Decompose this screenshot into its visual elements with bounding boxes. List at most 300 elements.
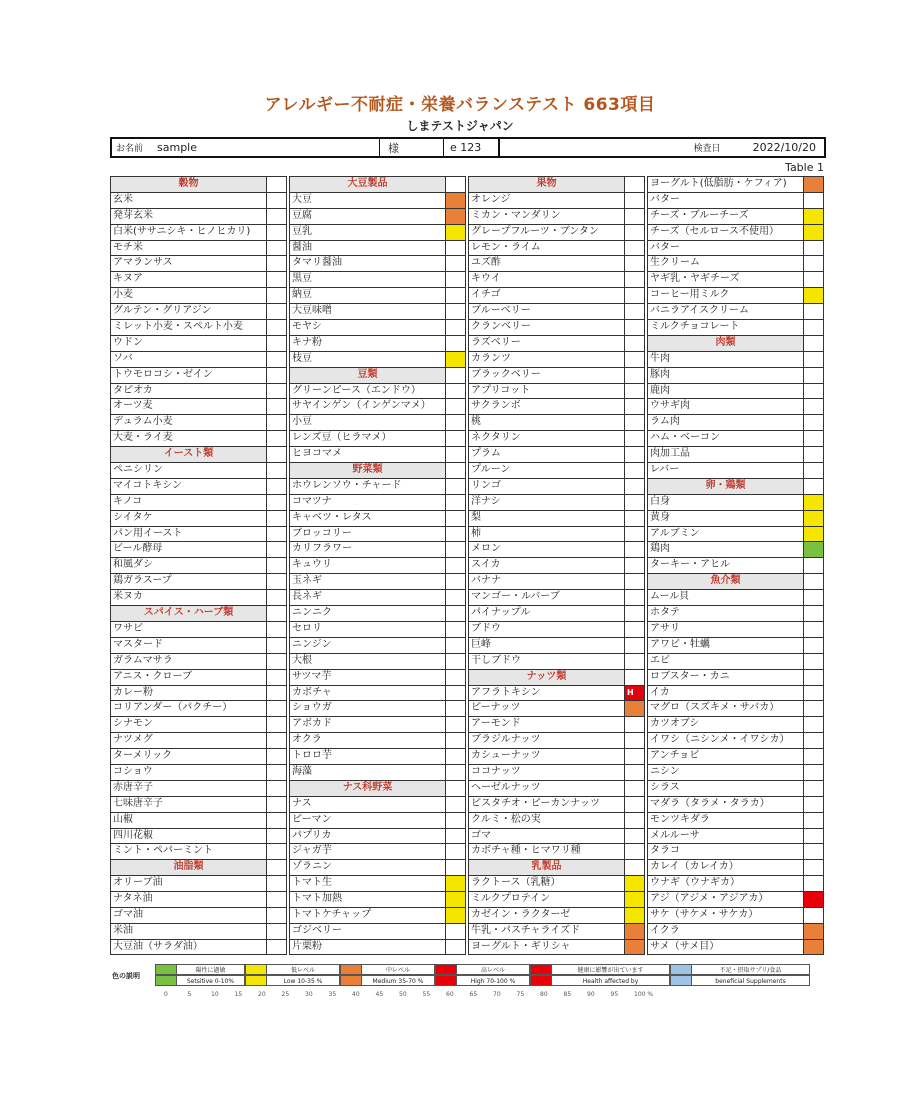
item-label: ナツメグ (110, 732, 267, 748)
level-indicator (804, 907, 824, 923)
table-row (468, 843, 645, 859)
item-label: トマト加熱 (289, 891, 446, 907)
level-indicator (446, 494, 466, 510)
level-indicator (446, 224, 466, 240)
item-label: ジャガ芋 (289, 843, 446, 859)
table-row (468, 541, 645, 557)
level-indicator (625, 287, 645, 303)
scale-tick: 40 (352, 991, 360, 998)
level-indicator (625, 875, 645, 891)
table-row (647, 319, 824, 335)
category-header: スパイス・ハーブ類 (110, 605, 267, 621)
level-indicator (446, 319, 466, 335)
item-label: キヌア (110, 271, 267, 287)
table-row (289, 240, 466, 256)
item-label: 和風ダシ (110, 557, 267, 573)
level-indicator (625, 383, 645, 399)
report-title: アレルギー不耐症・栄養バランステスト 663項目 (264, 95, 656, 115)
date-label: 検査日 (693, 144, 721, 154)
legend-swatch (155, 964, 177, 975)
level-indicator (804, 367, 824, 383)
level-indicator (804, 494, 824, 510)
table-row (110, 303, 287, 319)
legend-item (435, 964, 530, 986)
table-row (110, 462, 287, 478)
scale-tick: 90 (587, 991, 595, 998)
table-row (647, 303, 824, 319)
table-row (647, 589, 824, 605)
table-column-1 (110, 176, 287, 955)
item-label: バニラアイスクリーム (647, 303, 804, 319)
item-label: ヨーグルト・ギリシャ (468, 939, 625, 955)
level-indicator (446, 573, 466, 589)
level-indicator (267, 732, 287, 748)
item-label: バター (647, 192, 804, 208)
item-label: タラコ (647, 843, 804, 859)
table-row (110, 653, 287, 669)
category-header: 大豆製品 (289, 176, 446, 192)
item-label: シナモン (110, 716, 267, 732)
table-row (110, 398, 287, 414)
item-label: ターキー・アヒル (647, 557, 804, 573)
item-label: ヨーグルト(低脂肪・ケフィア) (647, 176, 804, 192)
table-row (468, 780, 645, 796)
level-indicator (804, 398, 824, 414)
item-label: シラス (647, 780, 804, 796)
table-row (647, 541, 824, 557)
item-label: イチゴ (468, 287, 625, 303)
table-row (289, 875, 466, 891)
category-header: 豆類 (289, 367, 446, 383)
item-label: ラクトース（乳糖） (468, 875, 625, 891)
item-label: 牛肉 (647, 351, 804, 367)
color-legend (155, 964, 831, 986)
level-indicator (625, 319, 645, 335)
table-row (468, 192, 645, 208)
table-row (468, 700, 645, 716)
item-label: 大麦・ライ麦 (110, 430, 267, 446)
item-label: ホタテ (647, 605, 804, 621)
item-label: トマト生 (289, 875, 446, 891)
scale-tick: 0 (164, 991, 168, 998)
date-value: 2022/10/20 (752, 141, 816, 154)
item-label: 牛乳・パスチャライズド (468, 923, 625, 939)
item-label: トウモロコシ・ゼイン (110, 367, 267, 383)
table-row (110, 907, 287, 923)
level-indicator (446, 923, 466, 939)
level-indicator (446, 208, 466, 224)
item-label: パプリカ (289, 828, 446, 844)
level-indicator (625, 414, 645, 430)
level-indicator (446, 240, 466, 256)
item-label: サケ（サケメ・サケカ） (647, 907, 804, 923)
item-label: チーズ・ブルーチーズ (647, 208, 804, 224)
item-label: マダラ（タラメ・タラカ） (647, 796, 804, 812)
level-indicator (625, 764, 645, 780)
level-indicator (625, 605, 645, 621)
category-header-row (110, 859, 287, 875)
table-row (289, 812, 466, 828)
level-indicator (446, 478, 466, 494)
item-label: タピオカ (110, 383, 267, 399)
table-row (647, 891, 824, 907)
item-label: ワサビ (110, 621, 267, 637)
table-row (110, 367, 287, 383)
table-row (647, 764, 824, 780)
level-indicator (804, 621, 824, 637)
level-indicator (625, 939, 645, 955)
table-row (289, 414, 466, 430)
level-indicator (446, 303, 466, 319)
level-indicator (267, 319, 287, 335)
level-indicator (446, 891, 466, 907)
level-indicator (446, 637, 466, 653)
level-indicator (446, 907, 466, 923)
table-row (647, 780, 824, 796)
item-label: イカ (647, 685, 804, 701)
level-indicator (267, 510, 287, 526)
table-row (289, 398, 466, 414)
legend-label-jp: 陽性に過敏 (177, 964, 245, 975)
item-label: アンチョビ (647, 748, 804, 764)
table-row (647, 859, 824, 875)
level-indicator (804, 700, 824, 716)
level-indicator (446, 685, 466, 701)
level-indicator (625, 510, 645, 526)
level-indicator (267, 669, 287, 685)
item-label: ゴマ (468, 828, 625, 844)
level-indicator (804, 557, 824, 573)
scale-tick: 75 (516, 991, 525, 998)
item-label: シイタケ (110, 510, 267, 526)
table-row (468, 637, 645, 653)
table-label: Table 1 (785, 161, 824, 174)
item-label: カゼイン・ラクターゼ (468, 907, 625, 923)
level-indicator (446, 351, 466, 367)
category-header-row (468, 859, 645, 875)
level-indicator (267, 796, 287, 812)
level-indicator (446, 430, 466, 446)
level-indicator (267, 287, 287, 303)
level-indicator (267, 923, 287, 939)
item-label: クランベリー (468, 319, 625, 335)
table-row (468, 875, 645, 891)
level-indicator (446, 875, 466, 891)
item-label: グレープフルーツ・ブンタン (468, 224, 625, 240)
table-row (289, 351, 466, 367)
table-row (468, 430, 645, 446)
item-label: カシューナッツ (468, 748, 625, 764)
level-indicator (625, 208, 645, 224)
level-indicator (625, 637, 645, 653)
table-row (110, 287, 287, 303)
legend-title: 色の説明 (112, 972, 140, 980)
item-label: ミント・ペパーミント (110, 843, 267, 859)
level-indicator (446, 335, 466, 351)
table-row (647, 240, 824, 256)
level-indicator (267, 621, 287, 637)
table-row (647, 748, 824, 764)
item-label: ピスタチオ・ピーカンナッツ (468, 796, 625, 812)
legend-label-en: beneficial Supplements (692, 975, 810, 986)
level-indicator (267, 224, 287, 240)
patient-info-bar (110, 137, 826, 158)
table-row (289, 208, 466, 224)
table-row (468, 462, 645, 478)
id-cell (444, 139, 500, 156)
table-row (647, 939, 824, 955)
legend-swatch (670, 975, 692, 986)
item-label: ショウガ (289, 700, 446, 716)
level-indicator (804, 430, 824, 446)
item-label: ヘーゼルナッツ (468, 780, 625, 796)
category-header: 果物 (468, 176, 625, 192)
table-row (647, 907, 824, 923)
category-header-row (110, 605, 287, 621)
level-indicator (446, 764, 466, 780)
table-row (468, 271, 645, 287)
level-indicator (804, 828, 824, 844)
item-label: バナナ (468, 573, 625, 589)
table-row (110, 494, 287, 510)
level-indicator (625, 271, 645, 287)
table-row (110, 780, 287, 796)
item-label: ミカン・マンダリン (468, 208, 625, 224)
item-label: ウドン (110, 335, 267, 351)
name-label: お名前 (116, 144, 144, 154)
table-row (468, 764, 645, 780)
level-indicator (804, 859, 824, 875)
item-label: アサリ (647, 621, 804, 637)
legend-label-en: Setsitive 0-10% (177, 975, 245, 986)
id-value: e 123 (450, 141, 482, 154)
item-label: 豆乳 (289, 224, 446, 240)
legend-label-en: High 70-100 % (457, 975, 530, 986)
table-row (468, 494, 645, 510)
item-label: ムール貝 (647, 589, 804, 605)
level-indicator (446, 748, 466, 764)
level-indicator (625, 716, 645, 732)
item-label: 生クリーム (647, 255, 804, 271)
item-label: キナ粉 (289, 335, 446, 351)
legend-label-en: Health affected by (552, 975, 670, 986)
table-row (289, 287, 466, 303)
level-indicator (625, 700, 645, 716)
level-indicator (446, 780, 466, 796)
table-row (647, 255, 824, 271)
level-indicator (625, 335, 645, 351)
level-indicator (625, 732, 645, 748)
legend-item (530, 964, 670, 986)
table-row (289, 843, 466, 859)
item-label: オレンジ (468, 192, 625, 208)
level-indicator (625, 621, 645, 637)
item-label: アフラトキシン (468, 685, 625, 701)
table-row (647, 875, 824, 891)
item-label: 大根 (289, 653, 446, 669)
item-label: マスタード (110, 637, 267, 653)
table-column-2 (289, 176, 466, 955)
level-indicator (446, 843, 466, 859)
item-label: 枝豆 (289, 351, 446, 367)
table-row (110, 891, 287, 907)
table-row (289, 446, 466, 462)
table-row (468, 907, 645, 923)
table-row (468, 685, 645, 701)
item-label: 納豆 (289, 287, 446, 303)
item-label: ロブスター・カニ (647, 669, 804, 685)
table-row (647, 224, 824, 240)
table-row (110, 716, 287, 732)
level-indicator (267, 875, 287, 891)
table-row (468, 478, 645, 494)
table-row (468, 716, 645, 732)
item-label: 玉ネギ (289, 573, 446, 589)
level-indicator (267, 700, 287, 716)
table-row (289, 939, 466, 955)
item-label: コーヒー用ミルク (647, 287, 804, 303)
table-row (647, 494, 824, 510)
table-row (110, 669, 287, 685)
category-header-row (647, 478, 824, 494)
table-row (110, 685, 287, 701)
item-label: 小豆 (289, 414, 446, 430)
level-indicator (804, 939, 824, 955)
table-row (647, 669, 824, 685)
legend-item (245, 964, 340, 986)
level-indicator (267, 351, 287, 367)
legend-item (670, 964, 810, 986)
level-indicator (804, 271, 824, 287)
item-label: ナタネ油 (110, 891, 267, 907)
level-indicator (625, 462, 645, 478)
item-label: ブロッコリー (289, 526, 446, 542)
item-label: 柿 (468, 526, 625, 542)
level-indicator (625, 573, 645, 589)
percent-scale (164, 991, 658, 998)
scale-tick: 85 (563, 991, 572, 998)
level-indicator (267, 557, 287, 573)
table-column-4 (647, 176, 824, 955)
item-label: 米ヌカ (110, 589, 267, 605)
level-indicator (804, 573, 824, 589)
scale-tick: 45 (375, 991, 384, 998)
category-header: 乳製品 (468, 859, 625, 875)
table-row (468, 923, 645, 939)
level-indicator (625, 780, 645, 796)
item-label: モンツキダラ (647, 812, 804, 828)
category-header: ナッツ類 (468, 669, 625, 685)
table-row (468, 383, 645, 399)
item-label: 赤唐辛子 (110, 780, 267, 796)
item-label: ゾラニン (289, 859, 446, 875)
item-label: メルルーサ (647, 828, 804, 844)
level-indicator (446, 812, 466, 828)
category-header: イースト類 (110, 446, 267, 462)
category-header: 肉類 (647, 335, 804, 351)
level-indicator (267, 526, 287, 542)
table-row (289, 748, 466, 764)
level-indicator (625, 176, 645, 192)
honorific: 様 (388, 141, 399, 155)
legend-swatch (530, 964, 552, 975)
table-row (110, 383, 287, 399)
item-label: モチ米 (110, 240, 267, 256)
item-label: サヤインゲン（インゲンマメ） (289, 398, 446, 414)
table-row (289, 764, 466, 780)
item-label: デュラム小麦 (110, 414, 267, 430)
category-header: ナス科野菜 (289, 780, 446, 796)
level-indicator (267, 589, 287, 605)
item-label: アニス・クローブ (110, 669, 267, 685)
level-indicator (804, 796, 824, 812)
level-indicator (446, 541, 466, 557)
item-label: 肉加工品 (647, 446, 804, 462)
level-indicator (804, 287, 824, 303)
level-indicator (267, 478, 287, 494)
table-row (110, 637, 287, 653)
table-row (289, 605, 466, 621)
legend-label-jp: 中レベル (362, 964, 435, 975)
table-row (647, 510, 824, 526)
item-label: サツマ芋 (289, 669, 446, 685)
legend-swatch (435, 964, 457, 975)
table-row (468, 224, 645, 240)
scale-tick: 60 (446, 991, 454, 998)
category-header: 魚介類 (647, 573, 804, 589)
level-indicator (446, 446, 466, 462)
level-indicator (625, 669, 645, 685)
level-indicator (446, 510, 466, 526)
level-indicator (625, 891, 645, 907)
level-indicator (804, 319, 824, 335)
level-indicator (804, 653, 824, 669)
level-indicator (267, 653, 287, 669)
category-header: 卵・鶏類 (647, 478, 804, 494)
level-indicator (267, 716, 287, 732)
item-label: カランツ (468, 351, 625, 367)
table-row (647, 351, 824, 367)
legend-swatch (245, 975, 267, 986)
level-indicator (267, 812, 287, 828)
legend-swatch (340, 964, 362, 975)
level-indicator (804, 748, 824, 764)
item-label: 小麦 (110, 287, 267, 303)
level-indicator (267, 367, 287, 383)
item-label: ブラックベリー (468, 367, 625, 383)
scale-tick: 80 (540, 991, 548, 998)
level-indicator (267, 335, 287, 351)
item-label: 片栗粉 (289, 939, 446, 955)
table-row (110, 843, 287, 859)
level-indicator (625, 796, 645, 812)
table-row (289, 335, 466, 351)
category-header: 野菜類 (289, 462, 446, 478)
level-indicator (446, 414, 466, 430)
item-label: 海藻 (289, 764, 446, 780)
level-indicator (446, 796, 466, 812)
level-indicator (267, 271, 287, 287)
level-indicator (625, 398, 645, 414)
table-row (647, 637, 824, 653)
table-row (110, 748, 287, 764)
level-indicator (625, 859, 645, 875)
level-indicator (267, 383, 287, 399)
date-cell (500, 139, 824, 156)
level-indicator (804, 414, 824, 430)
table-row (289, 716, 466, 732)
level-indicator (446, 462, 466, 478)
